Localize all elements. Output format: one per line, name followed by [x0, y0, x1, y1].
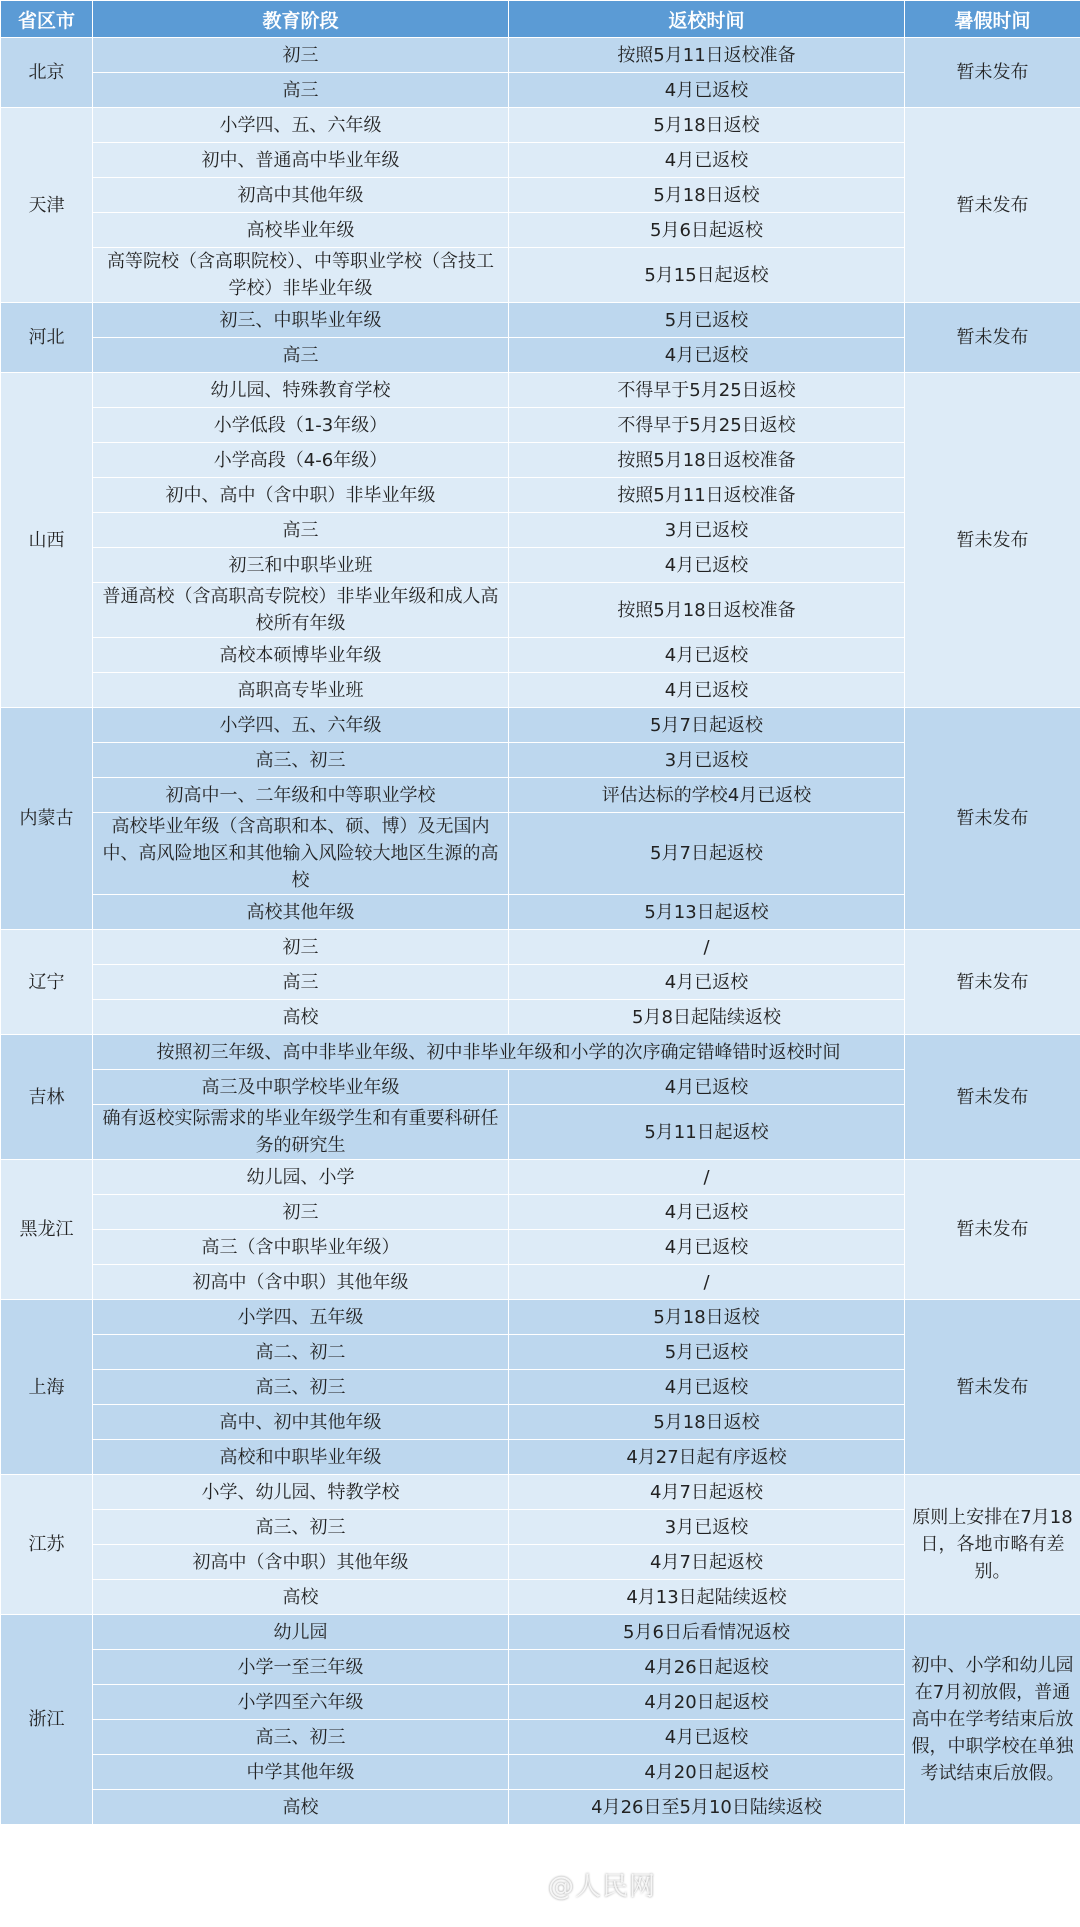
return-date-cell: 按照5月11日返校准备: [509, 478, 905, 513]
return-date-cell: 4月已返校: [509, 143, 905, 178]
return-date-cell: 4月26日至5月10日陆续返校: [509, 1790, 905, 1825]
stage-cell: 小学四、五年级: [93, 1300, 509, 1335]
stage-cell: 高三、初三: [93, 1720, 509, 1755]
return-date-cell: 4月已返校: [509, 1070, 905, 1105]
table-row: [1, 708, 1080, 743]
return-date-cell: 4月20日起返校: [509, 1755, 905, 1790]
stage-cell: 幼儿园、特殊教育学校: [93, 373, 509, 408]
return-date-cell: 5月7日起返校: [509, 813, 905, 895]
table-row: [1, 1615, 1080, 1650]
return-date-cell: 按照5月18日返校准备: [509, 583, 905, 638]
return-date-cell: 5月15日起返校: [509, 248, 905, 303]
return-date-cell: 3月已返校: [509, 743, 905, 778]
return-date-cell: 评估达标的学校4月已返校: [509, 778, 905, 813]
province-cell: 河北: [1, 303, 93, 373]
stage-cell: 普通高校（含高职高专院校）非毕业年级和成人高校所有年级: [93, 583, 509, 638]
stage-cell: 高校和中职毕业年级: [93, 1440, 509, 1475]
stage-cell: 初三: [93, 930, 509, 965]
stage-cell: 高三: [93, 513, 509, 548]
table-row: [1, 930, 1080, 965]
province-cell: 浙江: [1, 1615, 93, 1825]
return-date-cell: 5月8日起陆续返校: [509, 1000, 905, 1035]
stage-cell: 高三及中职学校毕业年级: [93, 1070, 509, 1105]
stage-cell: 幼儿园、小学: [93, 1160, 509, 1195]
stage-cell: 高校本硕博毕业年级: [93, 638, 509, 673]
stage-cell: 确有返校实际需求的毕业年级学生和有重要科研任务的研究生: [93, 1105, 509, 1160]
stage-cell: 小学四至六年级: [93, 1685, 509, 1720]
summer-cell: 暂未发布: [905, 708, 1080, 930]
return-date-cell: 4月已返校: [509, 1195, 905, 1230]
stage-cell: 初高中（含中职）其他年级: [93, 1265, 509, 1300]
return-date-cell: 5月11日起返校: [509, 1105, 905, 1160]
return-date-cell: 5月18日返校: [509, 108, 905, 143]
province-cell: 吉林: [1, 1035, 93, 1160]
return-date-cell: 不得早于5月25日返校: [509, 373, 905, 408]
stage-cell: 幼儿园: [93, 1615, 509, 1650]
return-date-cell: 按照5月11日返校准备: [509, 38, 905, 73]
table-row: [1, 1160, 1080, 1195]
stage-cell: 小学低段（1-3年级）: [93, 408, 509, 443]
summer-cell: 初中、小学和幼儿园在7月初放假，普通高中在学考结束后放假，中职学校在单独考试结束后放假。: [905, 1615, 1080, 1825]
header-return-date: 返校时间: [509, 1, 905, 38]
stage-cell: 高校其他年级: [93, 895, 509, 930]
return-date-cell: 5月已返校: [509, 1335, 905, 1370]
return-date-cell: 按照5月18日返校准备: [509, 443, 905, 478]
summer-cell: 原则上安排在7月18日，各地市略有差别。: [905, 1475, 1080, 1615]
return-date-cell: 4月已返校: [509, 638, 905, 673]
return-date-cell: /: [509, 930, 905, 965]
stage-cell: 初三、中职毕业年级: [93, 303, 509, 338]
stage-cell: 高校: [93, 1790, 509, 1825]
stage-cell: 高等院校（含高职院校）、中等职业学校（含技工学校）非毕业年级: [93, 248, 509, 303]
return-date-cell: 不得早于5月25日返校: [509, 408, 905, 443]
summer-cell: 暂未发布: [905, 1160, 1080, 1300]
stage-cell: 小学、幼儿园、特教学校: [93, 1475, 509, 1510]
table-row: [1, 108, 1080, 143]
province-cell: 黑龙江: [1, 1160, 93, 1300]
province-cell: 内蒙古: [1, 708, 93, 930]
stage-cell: 高三: [93, 338, 509, 373]
summer-cell: 暂未发布: [905, 303, 1080, 373]
return-date-cell: 5月6日起返校: [509, 213, 905, 248]
watermark: [512, 1866, 656, 1903]
table-row: [1, 1475, 1080, 1510]
stage-cell: 小学高段（4-6年级）: [93, 443, 509, 478]
stage-cell: 初中、高中（含中职）非毕业年级: [93, 478, 509, 513]
stage-cell: 初高中其他年级: [93, 178, 509, 213]
province-cell: 北京: [1, 38, 93, 108]
return-date-cell: 5月13日起返校: [509, 895, 905, 930]
stage-cell: 高三、初三: [93, 743, 509, 778]
return-date-cell: 4月已返校: [509, 1720, 905, 1755]
header-summer-break: 暑假时间: [905, 1, 1080, 38]
stage-cell: 初三和中职毕业班: [93, 548, 509, 583]
stage-cell: 高校: [93, 1000, 509, 1035]
stage-cell: 中学其他年级: [93, 1755, 509, 1790]
return-date-cell: 4月26日起返校: [509, 1650, 905, 1685]
stage-cell: 高职高专毕业班: [93, 673, 509, 708]
return-date-cell: 4月已返校: [509, 338, 905, 373]
return-date-cell: 5月18日返校: [509, 1405, 905, 1440]
stage-cell: 高三、初三: [93, 1510, 509, 1545]
header-province: 省区市: [1, 1, 93, 38]
stage-cell: 高三: [93, 73, 509, 108]
stage-cell: 初高中一、二年级和中等职业学校: [93, 778, 509, 813]
table-row: [1, 1300, 1080, 1335]
return-date-cell: 4月7日起返校: [509, 1545, 905, 1580]
table-row: [1, 373, 1080, 408]
return-date-cell: 5月7日起返校: [509, 708, 905, 743]
summer-cell: 暂未发布: [905, 1300, 1080, 1475]
stage-cell: 高校毕业年级: [93, 213, 509, 248]
table-row: [1, 1035, 1080, 1070]
header-stage: 教育阶段: [93, 1, 509, 38]
stage-cell: 高中、初中其他年级: [93, 1405, 509, 1440]
return-date-cell: 5月18日返校: [509, 1300, 905, 1335]
return-date-cell: 3月已返校: [509, 1510, 905, 1545]
stage-cell: 高三（含中职毕业年级）: [93, 1230, 509, 1265]
return-date-cell: 5月18日返校: [509, 178, 905, 213]
header-row: [1, 1, 1080, 38]
stage-cell: 高三、初三: [93, 1370, 509, 1405]
province-cell: 江苏: [1, 1475, 93, 1615]
summer-cell: 暂未发布: [905, 108, 1080, 303]
stage-cell: 高校: [93, 1580, 509, 1615]
province-cell: 天津: [1, 108, 93, 303]
stage-cell: 高三: [93, 965, 509, 1000]
return-date-cell: 4月已返校: [509, 965, 905, 1000]
stage-cell: 初三: [93, 38, 509, 73]
return-date-cell: 4月27日起有序返校: [509, 1440, 905, 1475]
return-date-cell: /: [509, 1160, 905, 1195]
return-date-cell: 4月已返校: [509, 73, 905, 108]
return-date-cell: /: [509, 1265, 905, 1300]
stage-cell: 初中、普通高中毕业年级: [93, 143, 509, 178]
table-row: [1, 38, 1080, 73]
stage-cell: 初三: [93, 1195, 509, 1230]
return-date-cell: 4月13日起陆续返校: [509, 1580, 905, 1615]
stage-cell: 小学一至三年级: [93, 1650, 509, 1685]
stage-cell: 小学四、五、六年级: [93, 708, 509, 743]
weibo-logo-icon: [512, 1869, 542, 1899]
return-date-cell: 4月已返校: [509, 548, 905, 583]
summer-cell: 暂未发布: [905, 930, 1080, 1035]
summer-cell: 暂未发布: [905, 373, 1080, 708]
stage-cell: 小学四、五、六年级: [93, 108, 509, 143]
return-date-cell: 4月20日起返校: [509, 1685, 905, 1720]
province-cell: 辽宁: [1, 930, 93, 1035]
province-cell: 山西: [1, 373, 93, 708]
stage-cell: 高二、初二: [93, 1335, 509, 1370]
summer-cell: 暂未发布: [905, 38, 1080, 108]
return-date-cell: 4月已返校: [509, 1230, 905, 1265]
return-date-cell: 4月7日起返校: [509, 1475, 905, 1510]
watermark-text: @人民网: [548, 1872, 657, 1902]
stage-cell: 高校毕业年级（含高职和本、硕、博）及无国内中、高风险地区和其他输入风险较大地区生源的高校: [93, 813, 509, 895]
return-date-cell: 4月已返校: [509, 673, 905, 708]
stage-cell: 初高中（含中职）其他年级: [93, 1545, 509, 1580]
return-date-cell: 5月6日后看情况返校: [509, 1615, 905, 1650]
province-cell: 上海: [1, 1300, 93, 1475]
return-date-cell: 5月已返校: [509, 303, 905, 338]
merged-stage-cell: 按照初三年级、高中非毕业年级、初中非毕业年级和小学的次序确定错峰错时返校时间: [93, 1035, 905, 1070]
return-date-cell: 3月已返校: [509, 513, 905, 548]
return-date-cell: 4月已返校: [509, 1370, 905, 1405]
summer-cell: 暂未发布: [905, 1035, 1080, 1160]
table-row: [1, 303, 1080, 338]
